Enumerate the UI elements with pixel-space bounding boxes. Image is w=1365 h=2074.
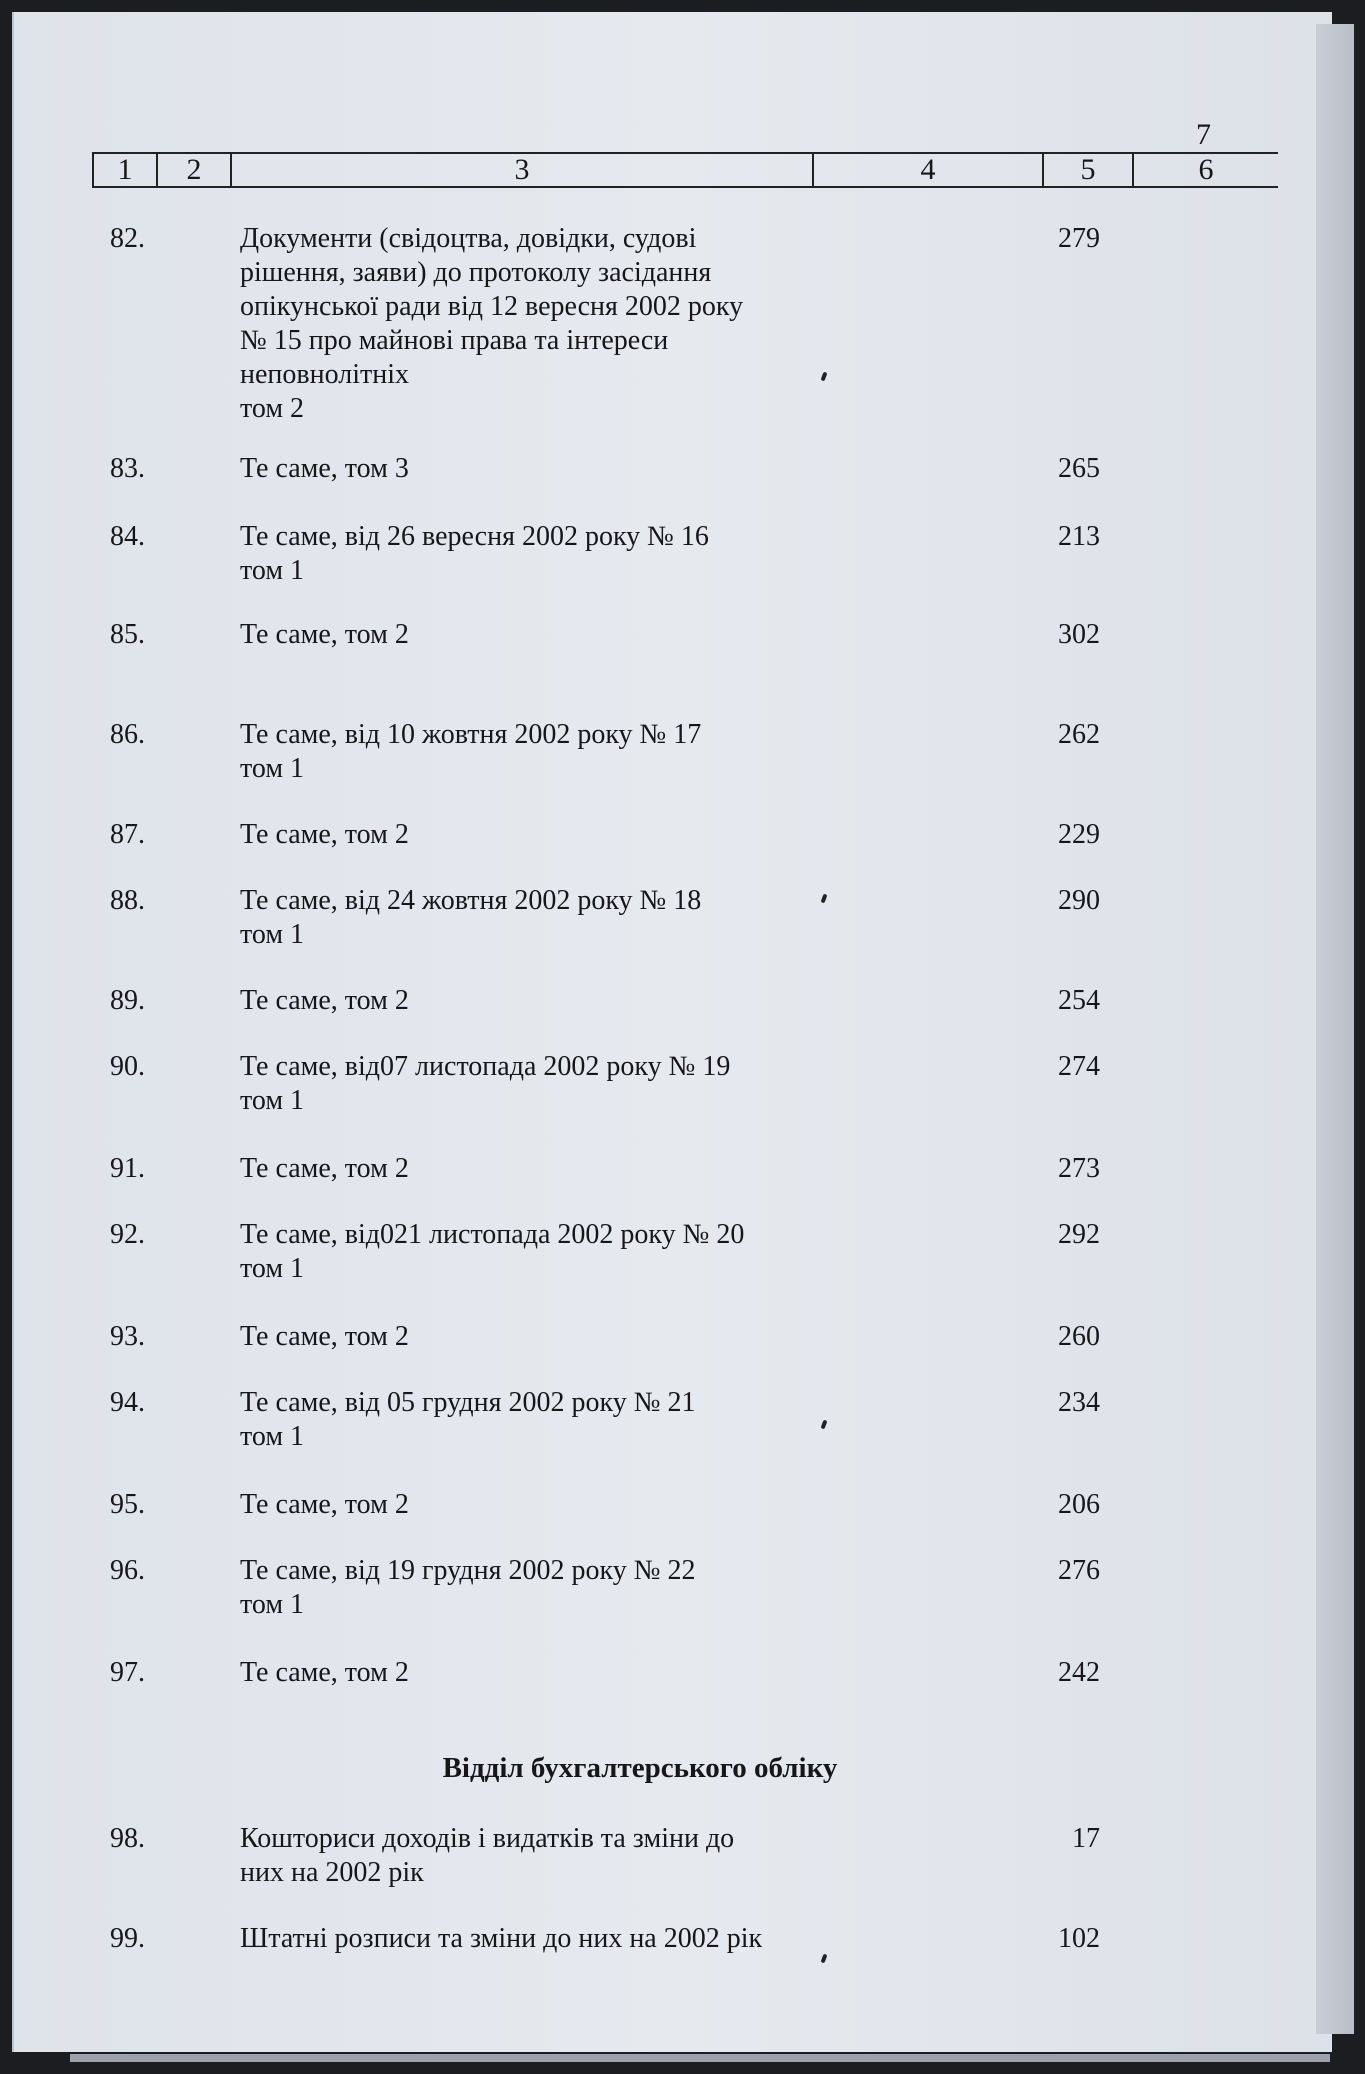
description-line: Те саме, том 2 (240, 1489, 409, 1520)
description-line: них на 2002 рік (240, 1857, 424, 1888)
description-line: том 1 (240, 753, 305, 784)
section-heading: Відділ бухгалтерського обліку (442, 1752, 838, 1784)
row-sheet-count: 274 (1058, 1051, 1100, 1082)
description-line: том 1 (240, 1589, 305, 1620)
description-line: Те саме, від 10 жовтня 2002 року № 17 (240, 719, 702, 750)
row-number: 94. (110, 1387, 145, 1418)
row-number: 89. (110, 985, 145, 1016)
row-description (240, 520, 800, 588)
description-line: том 2 (240, 393, 305, 424)
header-col-1: 1 (94, 154, 158, 186)
description-line: том 1 (240, 1253, 305, 1284)
row-description (240, 1218, 800, 1286)
header-col-4: 4 (814, 154, 1044, 186)
description-line: Те саме, том 3 (240, 453, 409, 484)
description-line: Те саме, том 2 (240, 1657, 409, 1688)
row-description (240, 1488, 800, 1522)
description-line: Штатні розписи та зміни до них на 2002 рік (240, 1923, 763, 1954)
description-line: том 1 (240, 1421, 305, 1452)
header-col-2: 2 (158, 154, 232, 186)
row-description (240, 718, 800, 786)
row-description (240, 1922, 800, 1956)
page-number: 7 (1196, 118, 1211, 151)
description-line: Те саме, від021 листопада 2002 року № 20 (240, 1219, 745, 1250)
description-line: Те саме, том 2 (240, 985, 409, 1016)
description-line: неповнолітніх (240, 359, 409, 390)
row-sheet-count: 265 (1058, 453, 1100, 484)
description-line: Те саме, том 2 (240, 819, 409, 850)
header-col-3: 3 (232, 154, 814, 186)
row-sheet-count: 102 (1058, 1923, 1100, 1954)
row-description (240, 818, 800, 852)
row-sheet-count: 292 (1058, 1219, 1100, 1250)
row-description (240, 1822, 800, 1890)
description-line: том 1 (240, 1085, 305, 1116)
row-number: 88. (110, 885, 145, 916)
row-description (240, 884, 800, 952)
row-sheet-count: 234 (1058, 1387, 1100, 1418)
row-number: 82. (110, 223, 145, 254)
row-number: 84. (110, 521, 145, 552)
page-bottom-edge (70, 2054, 1330, 2062)
row-sheet-count: 273 (1058, 1153, 1100, 1184)
description-line: Те саме, від 05 грудня 2002 року № 21 (240, 1387, 696, 1418)
row-sheet-count: 262 (1058, 719, 1100, 750)
row-sheet-count: 17 (1072, 1823, 1100, 1854)
description-line: Те саме, від 26 вересня 2002 року № 16 (240, 521, 709, 552)
row-sheet-count: 260 (1058, 1321, 1100, 1352)
row-description (240, 1152, 800, 1186)
row-number: 99. (110, 1923, 145, 1954)
description-line: том 1 (240, 555, 305, 586)
row-description (240, 222, 800, 426)
row-description (240, 1050, 800, 1118)
header-col-6: 6 (1198, 153, 1214, 186)
row-description (240, 1656, 800, 1690)
row-number: 90. (110, 1051, 145, 1082)
description-line: Те саме, від 19 грудня 2002 року № 22 (240, 1555, 696, 1586)
row-sheet-count: 206 (1058, 1489, 1100, 1520)
row-number: 85. (110, 619, 145, 650)
row-description (240, 984, 800, 1018)
header-col-5: 5 (1044, 154, 1134, 186)
row-sheet-count: 302 (1058, 619, 1100, 650)
row-sheet-count: 213 (1058, 521, 1100, 552)
row-description (240, 618, 800, 652)
row-sheet-count: 242 (1058, 1657, 1100, 1688)
row-description (240, 1320, 800, 1354)
row-number: 83. (110, 453, 145, 484)
description-line: Те саме, том 2 (240, 1153, 409, 1184)
row-number: 95. (110, 1489, 145, 1520)
description-line: Те саме, том 2 (240, 1321, 409, 1352)
row-number: 98. (110, 1823, 145, 1854)
row-number: 86. (110, 719, 145, 750)
row-sheet-count: 279 (1058, 223, 1100, 254)
row-number: 93. (110, 1321, 145, 1352)
description-line: Те саме, том 2 (240, 619, 409, 650)
row-sheet-count: 290 (1058, 885, 1100, 916)
row-description (240, 452, 800, 486)
description-line: Кошториси доходів і видатків та зміни до (240, 1823, 735, 1854)
row-description (240, 1554, 800, 1622)
description-line: Документи (свідоцтва, довідки, судові (240, 223, 697, 254)
description-line: рішення, заяви) до протоколу засідання (240, 257, 712, 288)
row-number: 91. (110, 1153, 145, 1184)
row-sheet-count: 229 (1058, 819, 1100, 850)
table-header (92, 152, 1278, 188)
row-sheet-count: 276 (1058, 1555, 1100, 1586)
description-line: Те саме, від07 листопада 2002 року № 19 (240, 1051, 731, 1082)
row-number: 92. (110, 1219, 145, 1250)
row-number: 87. (110, 819, 145, 850)
row-number: 97. (110, 1657, 145, 1688)
description-line: Те саме, від 24 жовтня 2002 року № 18 (240, 885, 702, 916)
row-description (240, 1386, 800, 1454)
description-line: № 15 про майнові права та інтереси (240, 325, 669, 356)
description-line: опікунської ради від 12 вересня 2002 року (240, 291, 744, 322)
description-line: том 1 (240, 919, 305, 950)
row-number: 96. (110, 1555, 145, 1586)
row-sheet-count: 254 (1058, 985, 1100, 1016)
page-stack-edge (1316, 24, 1354, 2034)
